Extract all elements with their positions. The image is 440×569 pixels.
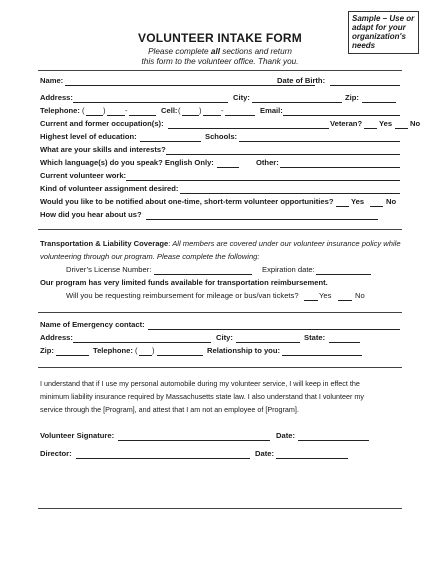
city-field[interactable] [252, 102, 342, 103]
cell-area-field[interactable] [182, 115, 199, 116]
reimburse-no-field[interactable] [338, 300, 352, 301]
address-field[interactable] [73, 102, 228, 103]
cell-paren-open: ( [178, 106, 181, 115]
cell-number-field[interactable] [225, 115, 255, 116]
skills-label: What are your skills and interests? [40, 145, 166, 154]
volunteer-date-label: Date: [276, 431, 295, 440]
address-label: Address: [40, 93, 73, 102]
volunteer-signature-label: Volunteer Signature: [40, 431, 115, 440]
transport-note-2: volunteering through our program. Please complete the following: [40, 252, 260, 261]
zip-label: Zip: [345, 93, 359, 102]
transport-colon: : [168, 239, 171, 248]
emergency-state-field[interactable] [329, 342, 360, 343]
veteran-no-label: No [410, 119, 421, 128]
emergency-zip-field[interactable] [56, 355, 89, 356]
form-subtitle-line1: Please complete all sections and return [148, 47, 292, 56]
skills-field[interactable] [166, 154, 400, 155]
reimburse-label: Will you be requesting reimbursement for mileage or bus/van tickets? [66, 291, 299, 300]
reimburse-yes-label: Yes [319, 291, 332, 300]
hear-field[interactable] [146, 219, 378, 220]
director-date-label: Date: [255, 449, 274, 458]
emergency-tel-paren-open: ( [135, 346, 138, 355]
email-label: Email: [260, 106, 283, 115]
veteran-yes-label: Yes [379, 119, 393, 128]
notify-yes-field[interactable] [336, 206, 349, 207]
notify-label: Would you like to be notified about one-time, short-term volunteer opportunities? [40, 197, 334, 206]
statement-line: minimum liability insurance required by Massachusetts state law. I also understand that I volunteer my [40, 392, 364, 401]
emergency-tel-number-field[interactable] [157, 355, 203, 356]
transport-note-1: All members are covered under our volunteer insurance policy while [170, 239, 401, 248]
email-field[interactable] [283, 115, 400, 116]
expiration-label: Expiration date: [262, 265, 315, 274]
tel-number-field[interactable] [129, 115, 156, 116]
zip-field[interactable] [362, 102, 396, 103]
education-label: Highest level of education: [40, 132, 137, 141]
sample-note: Sample – Use or adapt for your organization's needs [352, 14, 415, 50]
subtitle-emphasis: all [210, 47, 220, 56]
statement-line: I understand that if I use my personal automobile during my volunteer service, I will keep in effect the [40, 379, 360, 388]
emergency-telephone-label: Telephone: [93, 346, 133, 355]
tel-prefix-field[interactable] [107, 115, 125, 116]
emergency-tel-paren-close: ) [152, 346, 155, 355]
cell-prefix-field[interactable] [203, 115, 221, 116]
schools-field[interactable] [239, 141, 400, 142]
statement-line: service through the [Program], and attest that I am not an employee of [Program]. [40, 405, 299, 414]
license-field[interactable] [154, 274, 252, 275]
tel-paren-close: ) [103, 106, 106, 115]
transport-heading-row [40, 239, 402, 251]
tel-dash: - [125, 106, 128, 115]
emergency-name-label: Name of Emergency contact: [40, 320, 145, 329]
assignment-field[interactable] [180, 193, 400, 194]
reimburse-no-label: No [355, 291, 365, 300]
liability-statement [40, 377, 402, 416]
name-label: Name: [40, 76, 64, 85]
other-language-label: Other: [256, 158, 279, 167]
occupation-field[interactable] [168, 128, 329, 129]
education-field[interactable] [140, 141, 201, 142]
director-label: Director: [40, 449, 72, 458]
funds-notice: Our program has very limited funds available for transportation reimbursement. [40, 278, 328, 287]
tel-area-field[interactable] [86, 115, 103, 116]
relationship-label: Relationship to you: [207, 346, 280, 355]
current-work-label: Current volunteer work: [40, 171, 127, 180]
languages-label: Which language(s) do you speak? English Only: [40, 158, 214, 167]
emergency-city-label: City: [216, 333, 233, 342]
tel-paren-open: ( [82, 106, 85, 115]
director-signature-field[interactable] [76, 458, 250, 459]
emergency-city-field[interactable] [236, 342, 300, 343]
expiration-field[interactable] [316, 274, 371, 275]
emergency-address-field[interactable] [73, 342, 211, 343]
volunteer-signature-field[interactable] [118, 440, 270, 441]
license-label: Driver’s License Number: [66, 265, 152, 274]
emergency-name-field[interactable] [148, 329, 400, 330]
veteran-no-field[interactable] [395, 128, 408, 129]
emergency-tel-area-field[interactable] [139, 355, 152, 356]
form-subtitle-line2: this form to the volunteer office. Thank you. [141, 57, 299, 66]
section-divider [38, 229, 402, 230]
form-title: VOLUNTEER INTAKE FORM [138, 31, 302, 45]
city-label: City: [233, 93, 250, 102]
notify-yes-label: Yes [351, 197, 365, 206]
other-language-field[interactable] [280, 167, 400, 168]
relationship-field[interactable] [282, 355, 362, 356]
volunteer-date-field[interactable] [298, 440, 369, 441]
dob-field[interactable] [330, 85, 400, 86]
section-divider [38, 312, 402, 313]
emergency-address-label: Address: [40, 333, 73, 342]
transport-heading: Transportation & Liability Coverage [40, 239, 169, 248]
schools-label: Schools: [205, 132, 238, 141]
emergency-state-label: State: [304, 333, 326, 342]
english-only-field[interactable] [217, 167, 239, 168]
transport-heading-line [40, 239, 401, 249]
notify-no-field[interactable] [370, 206, 383, 207]
hear-label: How did you hear about us? [40, 210, 142, 219]
dob-label: Date of Birth: [277, 76, 326, 85]
telephone-label: Telephone: [40, 106, 80, 115]
veteran-yes-field[interactable] [364, 128, 377, 129]
cell-label: Cell: [161, 106, 178, 115]
cell-paren-close: ) [199, 106, 202, 115]
notify-no-label: No [386, 197, 397, 206]
assignment-label: Kind of volunteer assignment desired: [40, 184, 179, 193]
cell-dash: - [221, 106, 224, 115]
section-divider [38, 367, 402, 368]
director-date-field[interactable] [276, 458, 348, 459]
current-work-field[interactable] [126, 180, 400, 181]
section-divider [38, 70, 402, 71]
reimburse-yes-field[interactable] [304, 300, 318, 301]
emergency-zip-label: Zip: [40, 346, 54, 355]
veteran-label: Veteran? [330, 119, 363, 128]
section-divider [38, 508, 402, 509]
occupation-label: Current and former occupation(s): [40, 119, 164, 128]
